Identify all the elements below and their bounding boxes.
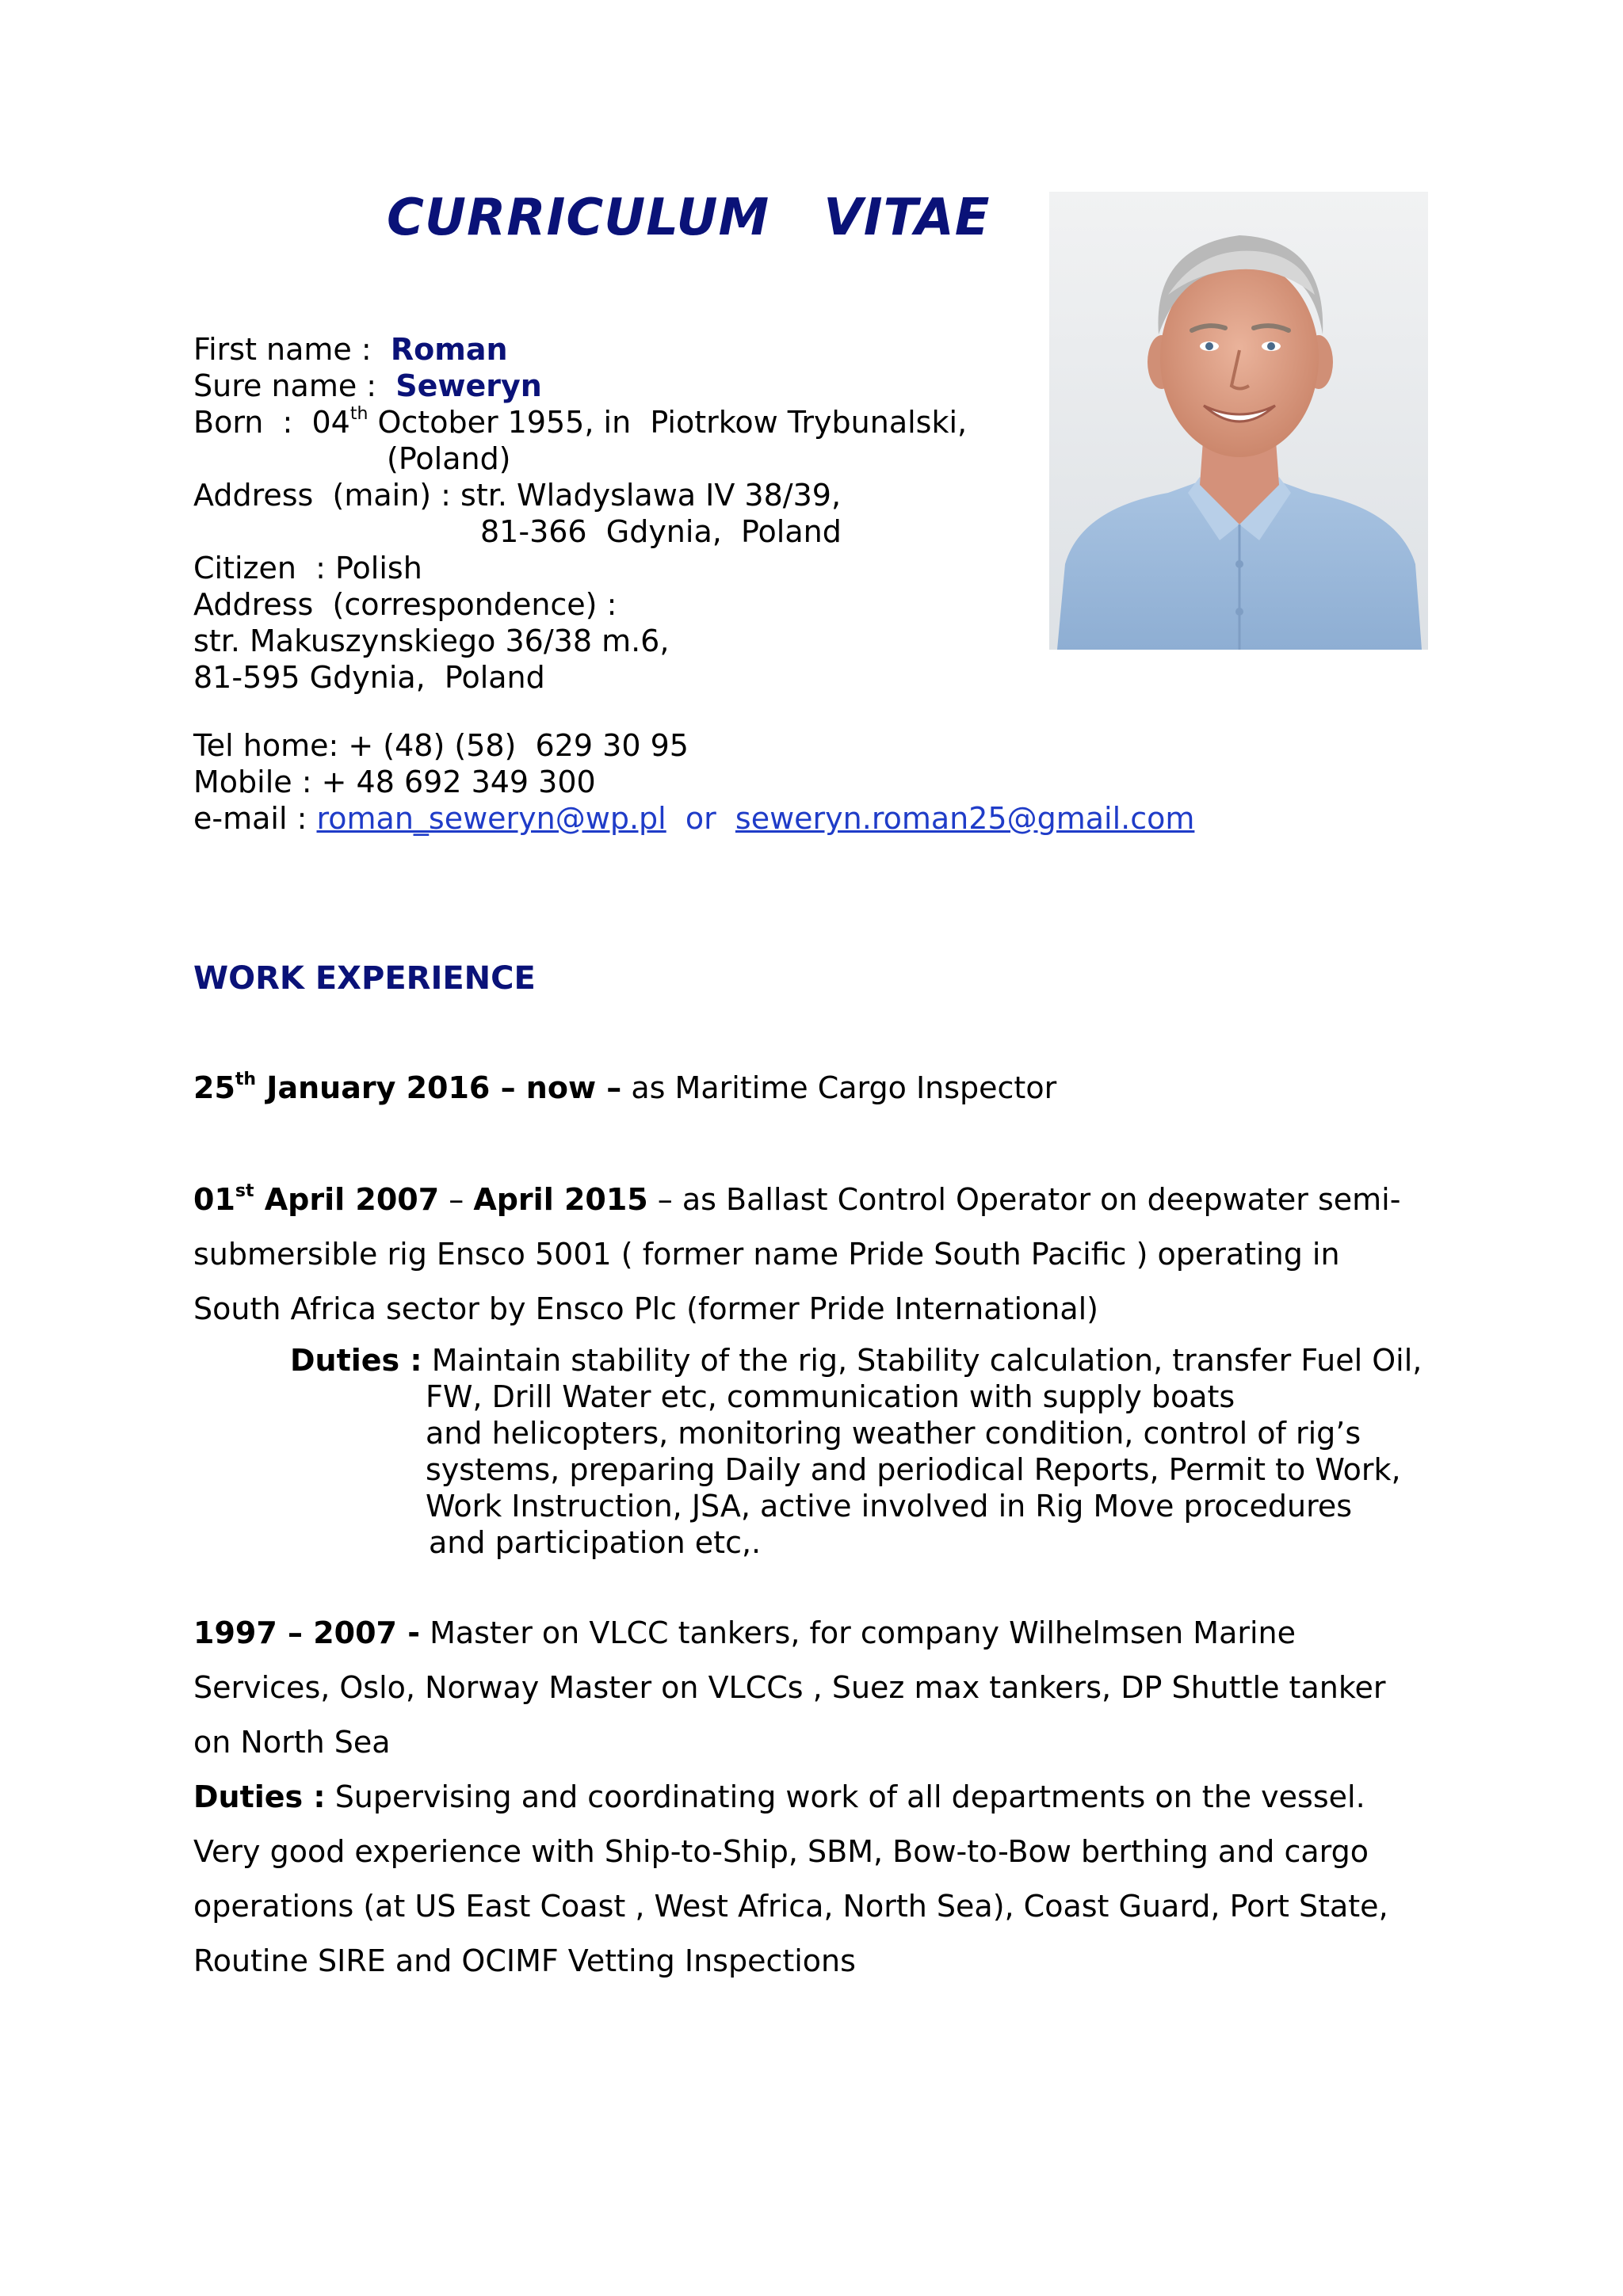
first-name-label: First name : bbox=[193, 332, 372, 367]
job-2-text: – as Ballast Control Operator on deepwater semi-submersible rig Ensco 5001 ( former name Pride South Pacific ) operating in South Africa sector by Ensco Plc (former Pride International) bbox=[193, 1182, 1401, 1326]
job-2-duties-line3: and helicopters, monitoring weather condition, control of rig’s bbox=[426, 1416, 1361, 1451]
email-or: or bbox=[685, 801, 716, 836]
sure-name-label: Sure name : bbox=[193, 368, 377, 403]
job-2-dash: – bbox=[439, 1182, 474, 1217]
job-2-date-day: 01 bbox=[193, 1182, 235, 1217]
job-1-date-suffix: th bbox=[235, 1070, 257, 1089]
job-3-duties bbox=[193, 1770, 1430, 1989]
address-correspondence-label: Address (correspondence) : bbox=[193, 587, 617, 622]
profile-photo bbox=[1049, 192, 1428, 650]
job-2-duties-line5: Work Instruction, JSA, active involved in Rig Move procedures bbox=[426, 1489, 1353, 1524]
job-3-dates: 1997 – 2007 - bbox=[193, 1615, 420, 1650]
job-1-dates: January 2016 – now – bbox=[256, 1070, 622, 1105]
job-2-duties-line2: FW, Drill Water etc, communication with supply boats bbox=[426, 1379, 1235, 1414]
sure-name-row bbox=[193, 368, 542, 404]
job-2-date-suffix: st bbox=[235, 1181, 254, 1201]
portrait-image bbox=[1049, 192, 1428, 650]
job-3-duties-label: Duties : bbox=[193, 1779, 326, 1814]
email-label: e-mail : bbox=[193, 801, 317, 836]
work-experience-heading: WORK EXPERIENCE bbox=[193, 960, 536, 997]
job-2-date-end: April 2015 bbox=[473, 1182, 648, 1217]
address-correspondence-line2: 81-595 Gdynia, Poland bbox=[193, 660, 545, 695]
born-label: Born : 04 bbox=[193, 405, 350, 440]
email-row bbox=[193, 800, 1194, 837]
job-3-description bbox=[193, 1606, 1430, 1770]
tel-home: Tel home: + (48) (58) 629 30 95 bbox=[193, 728, 689, 763]
born-value: October 1955, in Piotrkow Trybunalski, bbox=[368, 405, 968, 440]
job-2-duties-label: Duties : bbox=[290, 1343, 422, 1378]
first-name-row bbox=[193, 331, 508, 368]
email-link-secondary[interactable]: seweryn.roman25@gmail.com bbox=[735, 801, 1195, 836]
address-main-line2: 81-366 Gdynia, Poland bbox=[480, 514, 842, 549]
job-2-duties-line1 bbox=[290, 1342, 1422, 1379]
citizen-row: Citizen : Polish bbox=[193, 551, 422, 585]
address-correspondence-line1: str. Makuszynskiego 36/38 m.6, bbox=[193, 624, 670, 658]
job-1-date-day: 25 bbox=[193, 1070, 235, 1105]
job-2-date-start: April 2007 bbox=[254, 1182, 440, 1217]
born-country: (Poland) bbox=[387, 441, 511, 476]
job-2-duties-line4: systems, preparing Daily and periodical Reports, Permit to Work, bbox=[426, 1452, 1401, 1487]
title-word-curriculum: CURRICULUM bbox=[387, 189, 770, 247]
job-2-duties-text1: Maintain stability of the rig, Stability calculation, transfer Fuel Oil, bbox=[422, 1343, 1423, 1378]
job-1-role: as Maritime Cargo Inspector bbox=[621, 1070, 1057, 1105]
address-main-line1: Address (main) : str. Wladyslawa IV 38/39, bbox=[193, 478, 842, 513]
born-row bbox=[193, 404, 967, 441]
mobile: Mobile : + 48 692 349 300 bbox=[193, 765, 596, 799]
page-title bbox=[387, 189, 990, 247]
job-2-description bbox=[193, 1173, 1430, 1337]
job-2-duties-line6: and participation etc,. bbox=[429, 1525, 762, 1560]
title-word-vitae: VITAE bbox=[823, 189, 991, 247]
sure-name-value: Seweryn bbox=[395, 368, 542, 403]
job-3-text: Master on VLCC tankers, for company Wilhelmsen Marine Services, Oslo, Norway Master on VLCCs , Suez max tankers, DP Shuttle tanker on North Sea bbox=[193, 1615, 1386, 1760]
job-1 bbox=[193, 1070, 1056, 1106]
email-link-primary[interactable]: roman_seweryn@wp.pl bbox=[316, 801, 666, 836]
born-day-suffix: th bbox=[349, 404, 369, 424]
job-3-duties-text: Supervising and coordinating work of all departments on the vessel. Very good experience with Ship-to-Ship, SBM, Bow-to-Bow berthing and cargo operations (at US East Coast , West Africa, North Sea), Coast Guard, Port State, Routine SIRE and OCIMF Vetting Inspections bbox=[193, 1779, 1388, 1978]
first-name-value: Roman bbox=[390, 332, 508, 367]
